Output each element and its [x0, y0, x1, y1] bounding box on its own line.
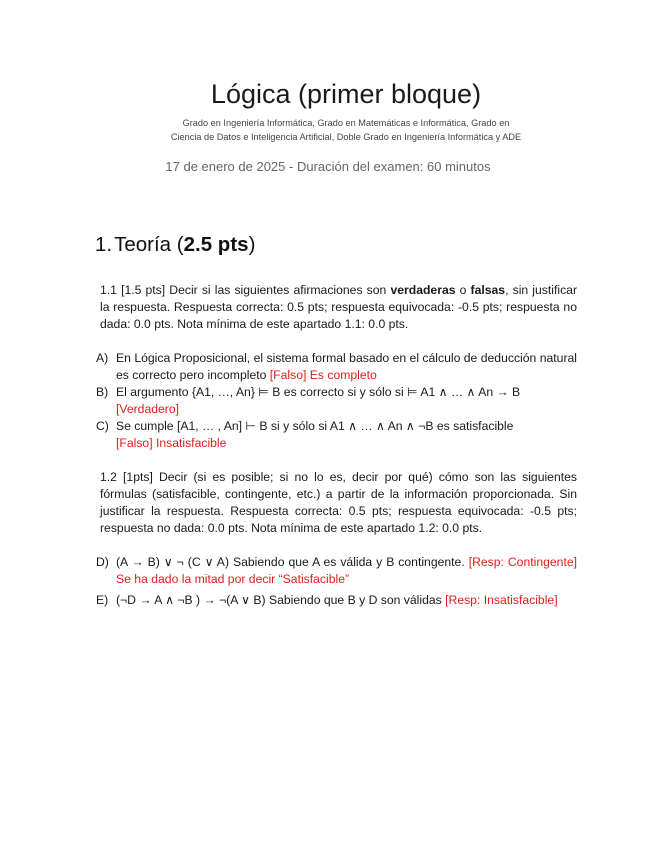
formula-text: (¬D → A ∧ ¬B ) → ¬(A ∨ B) Sabiendo que B y D son válidas [116, 593, 446, 607]
formula-letter: E) [96, 593, 109, 607]
section-number: 1. [95, 233, 113, 256]
formula-letter: D) [96, 555, 109, 569]
statement-answer: [Falso] Insatisfacible [116, 436, 227, 450]
keyword-true: verdaderas [390, 283, 456, 297]
formula-answer: [Resp: Contingente] Se ha dado la mitad por decir “Satisfacible” [116, 555, 577, 586]
statement-c [96, 418, 577, 452]
statement-letter: B) [96, 385, 109, 399]
section-heading [95, 232, 255, 258]
part-1-connector: o [455, 283, 471, 297]
section-title-close: ) [248, 233, 256, 256]
statement-a [96, 350, 577, 384]
exam-date-duration: 17 de enero de 2025 - Duración del examen: 60 minutos [165, 159, 491, 174]
statement-text: El argumento {A1, …, An} ⊨ B es correcto si y sólo si ⊨ A1 ∧ … ∧ An → B [116, 385, 521, 399]
formula-answer: [Resp: Insatisfacible] [445, 593, 558, 607]
page-title: Lógica (primer bloque) [210, 79, 482, 109]
statement-answer: [Verdadero] [116, 402, 180, 416]
statement-letter: A) [96, 351, 109, 365]
degree-programs [130, 116, 562, 144]
formula-d [96, 554, 577, 588]
section-title: Teoría ( [114, 233, 184, 256]
degree-programs-line-2: Ciencia de Datos e Inteligencia Artificial, Doble Grado en Ingeniería Informática y ADE [170, 132, 522, 142]
statement-b [96, 384, 577, 418]
formula-text: (A → B) ∨ ¬ (C ∨ A) Sabiendo que A es válida y B contingente. [116, 555, 469, 569]
statement-answer: [Falso] Es completo [269, 368, 377, 382]
degree-programs-line-1: Grado en Ingeniería Informática, Grado en Matemáticas e Informática, Grado en [182, 118, 510, 128]
part-2-instructions: 1.2 [1pts] Decir (si es posible; si no lo es, decir por qué) cómo son las siguientes fórmulas (satisfacible, contingente, etc.) a partir de la información proporcionada. Sin justificar la respuesta. Respuesta correcta: 0.5 pts; respuesta equivocada: -0.5 pts; respuesta no dada: 0.0 pts. Nota mínima de este apartado 1.2: 0.0 pts. [100, 470, 577, 535]
part-1-prefix: 1.1 [1.5 pts] Decir si las siguientes afirmaciones son [100, 283, 391, 297]
part-1-rest: , sin justificar la respuesta. Respuesta correcta: 0.5 pts; respuesta equivocada: -0.5 pts; respuesta no dada: 0.0 pts. Nota mínima de este apartado 1.1: 0.0 pts. [100, 283, 577, 331]
formula-e [96, 592, 577, 609]
section-points: 2.5 pts [183, 233, 249, 256]
part-1-instructions [100, 282, 577, 333]
statement-text: Se cumple [A1, … , An] ⊢ B si y sólo si A1 ∧ … ∧ An ∧ ¬B es satisfacible [116, 419, 514, 433]
statement-text: En Lógica Proposicional, el sistema formal basado en el cálculo de deducción natural es correcto pero incompleto [116, 351, 577, 382]
keyword-false: falsas [470, 283, 506, 297]
statement-letter: C) [96, 419, 109, 433]
